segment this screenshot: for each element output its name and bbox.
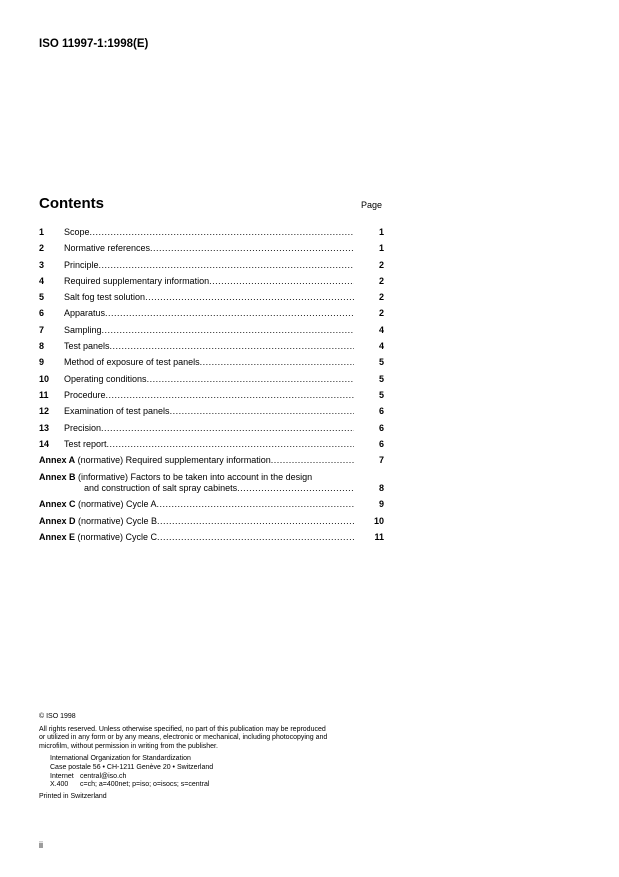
annex-label: Annex A (39, 455, 76, 466)
x400-row (50, 781, 389, 790)
toc-clause-title: Test panels (64, 341, 110, 352)
toc-page-number: 5 (378, 357, 384, 368)
annex-label: Annex B (39, 471, 76, 482)
toc-page-number: 8 (378, 482, 384, 493)
annex-label: Annex E (39, 532, 76, 543)
leader-dots (271, 455, 354, 466)
rights-text-line1: All rights reserved. Unless otherwise specified, no part of this publication may be reproduced (39, 725, 326, 733)
toc-page-number: 1 (378, 243, 384, 254)
toc-entry-annex-b[interactable] (39, 472, 384, 494)
toc-page-number: 5 (378, 389, 384, 400)
toc-entry[interactable] (39, 325, 384, 336)
toc-entry[interactable] (39, 260, 384, 271)
toc-clause-number: 11 (39, 389, 49, 400)
toc-entry-annex-a[interactable] (39, 455, 384, 466)
rights-text-line3: microfilm, without permission in writing from the publisher. (39, 742, 218, 750)
leader-dots (102, 325, 354, 336)
toc-clause-number: 8 (39, 341, 45, 352)
toc-clause-title: Examination of test panels (64, 406, 170, 417)
toc-entry[interactable] (39, 276, 384, 287)
annex-title: (normative) Cycle B (75, 515, 158, 526)
page-column-label: Page (361, 200, 383, 210)
leader-dots (157, 532, 354, 543)
toc-page-number: 7 (378, 455, 384, 466)
leader-dots (170, 406, 354, 417)
annex-title: (normative) Cycle C (75, 532, 158, 543)
toc-entry[interactable] (39, 243, 384, 254)
toc-clause-number: 1 (39, 227, 45, 237)
toc-entry[interactable] (39, 406, 384, 417)
toc-clause-title: Operating conditions (64, 373, 147, 384)
annex-title: (normative) Cycle A (75, 499, 157, 510)
toc-clause-number: 3 (39, 259, 45, 270)
toc-clause-number: 2 (39, 243, 45, 254)
x400-label: X.400 (50, 781, 69, 789)
copyright-notice: © ISO 1998 (39, 713, 76, 720)
toc-entry[interactable] (39, 390, 384, 401)
leader-dots (209, 276, 354, 287)
postal-address: Case postale 56 • CH-1211 Genève 20 • Switzerland (50, 763, 214, 771)
rights-text-line2: or utilized in any form or by any means, electronic or mechanical, including photocopying and (39, 734, 328, 742)
toc-page-number: 6 (378, 406, 384, 417)
document-id: ISO 11997-1:1998(E) (39, 38, 149, 50)
leader-dots (237, 483, 354, 494)
toc-clause-title: Sampling (64, 324, 102, 335)
toc-clause-title: Apparatus (64, 308, 106, 319)
leader-dots (90, 227, 354, 238)
annex-title-line2: and construction of salt spray cabinets (84, 482, 238, 493)
leader-dots (157, 516, 354, 527)
toc-clause-number: 13 (39, 422, 50, 433)
toc-entry[interactable] (39, 374, 384, 385)
toc-page-number: 4 (378, 341, 384, 352)
toc-clause-title: Salt fog test solution (64, 292, 146, 303)
leader-dots (147, 374, 354, 385)
copyright-block (39, 713, 389, 801)
leader-dots (200, 357, 354, 368)
toc-page-number: 2 (378, 292, 384, 303)
toc-page-number: 6 (378, 422, 384, 433)
toc-page-number: 1 (378, 227, 384, 237)
leader-dots (110, 341, 354, 352)
organization-name: International Organization for Standardization (50, 755, 191, 763)
toc-entry-annex-e[interactable] (39, 532, 384, 543)
toc-clause-number: 5 (39, 292, 45, 303)
x400-value: c=ch; a=400net; p=iso; o=isocs; s=central (80, 781, 210, 789)
annex-title: (normative) Required supplementary information (75, 455, 271, 466)
toc-clause-title: Test report (64, 438, 107, 449)
internet-value: central@iso.ch (80, 772, 127, 780)
toc-page-number: 4 (378, 324, 384, 335)
toc-page-number: 2 (378, 275, 384, 286)
toc-page-number: 10 (373, 515, 384, 526)
toc-entry[interactable] (39, 341, 384, 352)
toc-clause-number: 14 (39, 438, 50, 449)
leader-dots (101, 423, 354, 434)
leader-dots (145, 292, 354, 303)
annex-label: Annex C (39, 499, 76, 510)
toc-page-number: 5 (378, 373, 384, 384)
toc-clause-title: Method of exposure of test panels (64, 357, 200, 368)
leader-dots (150, 243, 354, 254)
toc-entry[interactable] (39, 308, 384, 319)
toc-entry[interactable] (39, 292, 384, 303)
table-of-contents (39, 227, 384, 543)
toc-entry-annex-d[interactable] (39, 516, 384, 527)
toc-clause-title: Precision (64, 422, 102, 433)
toc-clause-title: Scope (64, 227, 90, 237)
toc-page-number: 2 (378, 308, 384, 319)
toc-entry[interactable] (39, 423, 384, 434)
leader-dots (99, 260, 354, 271)
toc-clause-title: Principle (64, 259, 99, 270)
internet-label: Internet (50, 772, 74, 780)
toc-clause-number: 6 (39, 308, 45, 319)
toc-clause-title: Required supplementary information (64, 275, 210, 286)
toc-clause-title: Procedure (64, 389, 106, 400)
toc-clause-number: 4 (39, 275, 45, 286)
toc-page-number: 9 (378, 499, 384, 510)
page-folio: ii (39, 840, 43, 850)
annex-title-line1: (informative) Factors to be taken into account in the design (75, 471, 313, 482)
toc-clause-number: 12 (39, 406, 50, 417)
printed-in: Printed in Switzerland (39, 792, 107, 800)
leader-dots (107, 439, 354, 450)
toc-page-number: 2 (378, 259, 384, 270)
toc-entry[interactable] (39, 357, 384, 368)
leader-dots (157, 499, 354, 510)
toc-clause-number: 10 (39, 373, 50, 384)
toc-clause-title: Normative references (64, 243, 151, 254)
toc-entry[interactable] (39, 439, 384, 450)
internet-row (50, 773, 389, 782)
leader-dots (106, 390, 354, 401)
toc-clause-number: 7 (39, 324, 45, 335)
toc-entry[interactable] (39, 227, 384, 238)
annex-label: Annex D (39, 515, 76, 526)
toc-page-number: 11 (374, 532, 384, 543)
toc-page-number: 6 (378, 438, 384, 449)
toc-entry-annex-c[interactable] (39, 499, 384, 510)
leader-dots (105, 308, 354, 319)
toc-clause-number: 9 (39, 357, 45, 368)
contents-heading: Contents (39, 195, 104, 212)
